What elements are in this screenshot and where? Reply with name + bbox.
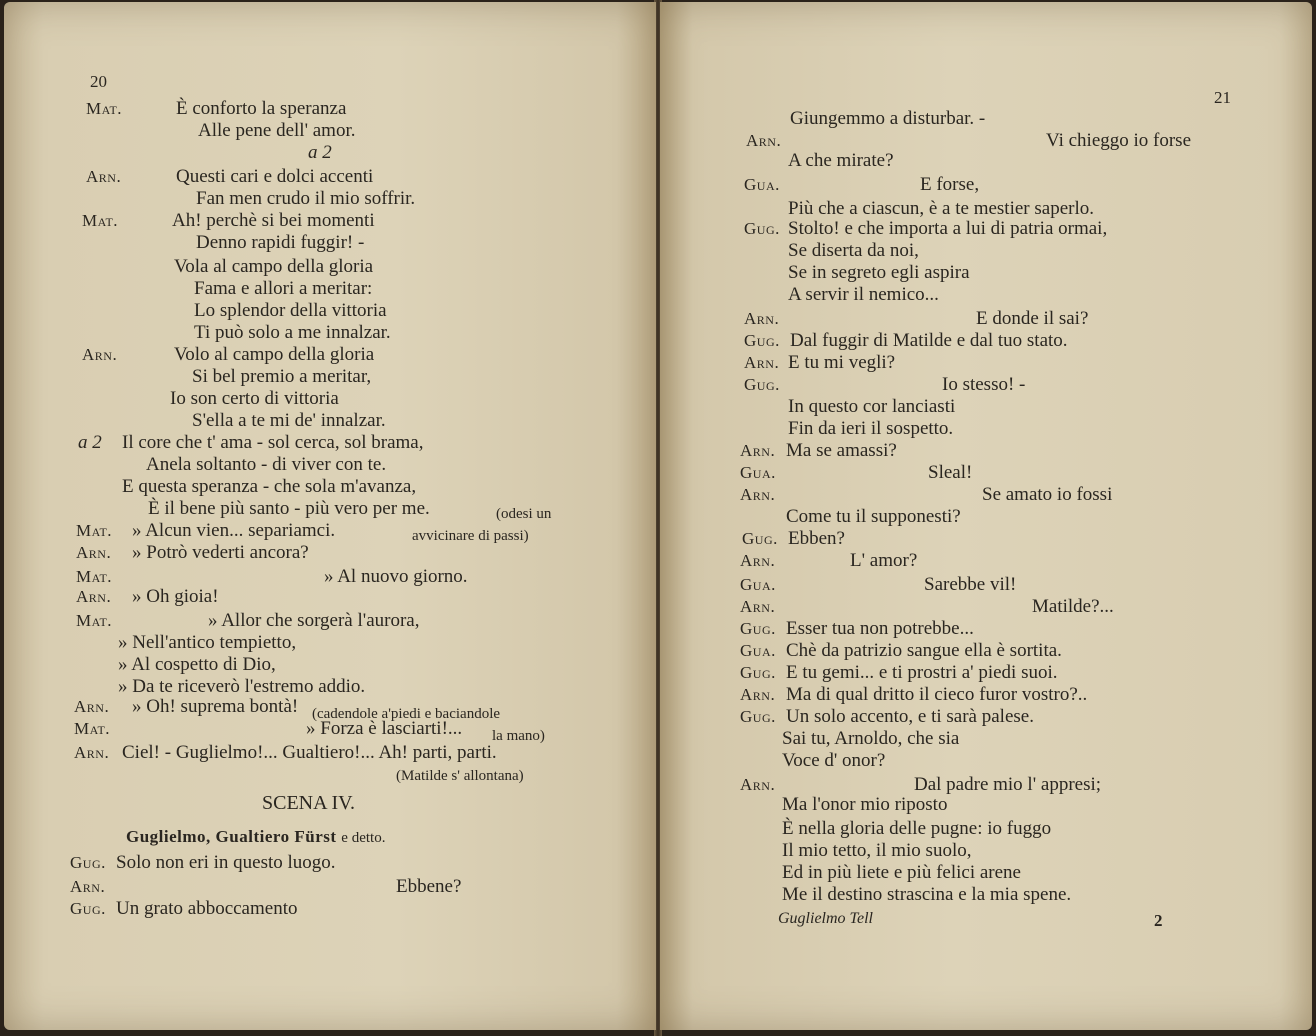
verse-line: » Da te riceverò l'estremo addio.	[118, 676, 366, 697]
scene-characters	[126, 826, 385, 849]
scene-characters-suffix: e detto.	[341, 830, 386, 846]
speaker-label: a 2	[78, 432, 102, 453]
verse-line: Dal fuggir di Matilde e dal tuo stato.	[790, 330, 1068, 351]
speaker-label: Arn.	[740, 685, 776, 704]
speaker-label: Arn.	[74, 743, 110, 762]
speaker-label: Arn.	[76, 587, 112, 606]
verse-line: Fin da ieri il sospetto.	[788, 418, 954, 439]
verse-line: Ciel! - Guglielmo!... Gualtiero!... Ah! parti, parti.	[122, 742, 497, 763]
speaker-label: Arn.	[746, 131, 782, 150]
stage-direction: la mano)	[492, 728, 545, 744]
stage-direction: avvicinare di passi)	[412, 528, 529, 544]
footer-title: Guglielmo Tell	[778, 910, 873, 927]
speaker-label: Mat.	[76, 567, 113, 586]
verse-line: » Nell'antico tempietto,	[118, 632, 297, 653]
verse-line: » Oh gioia!	[132, 586, 219, 607]
signature-mark: 2	[1154, 911, 1163, 930]
verse-line: » Al nuovo giorno.	[324, 566, 468, 587]
speaker-label: Gug.	[744, 375, 780, 394]
verse-line: L' amor?	[850, 550, 918, 571]
speaker-label: Arn.	[744, 309, 780, 328]
stage-direction: (odesi un	[496, 506, 552, 522]
speaker-label: Gug.	[70, 853, 106, 872]
verse-line: Dal padre mio l' appresi;	[914, 774, 1102, 795]
verse-line: Me il destino strascina e la mia spene.	[782, 884, 1072, 905]
verse-line: Alle pene dell' amor.	[198, 120, 356, 141]
verse-line: Anela soltanto - di viver con te.	[146, 454, 387, 475]
verse-line: Ebbene?	[396, 876, 462, 897]
verse-line: Il mio tetto, il mio suolo,	[782, 840, 972, 861]
verse-line: » Potrò vederti ancora?	[132, 542, 309, 563]
verse-line: Io stesso! -	[942, 374, 1026, 395]
speaker-label: Gua.	[740, 463, 776, 482]
verse-line: Ma se amassi?	[786, 440, 897, 461]
verse-line: Ed in più liete e più felici arene	[782, 862, 1021, 883]
verse-line: E tu gemi... e ti prostri a' piedi suoi.	[786, 662, 1058, 683]
verse-line: E questa speranza - che sola m'avanza,	[122, 476, 417, 497]
page-number-right: 21	[1214, 88, 1231, 107]
speaker-label: Mat.	[86, 99, 123, 118]
speaker-label: Arn.	[740, 441, 776, 460]
speaker-label: Gua.	[740, 575, 776, 594]
verse-line: Vi chieggo io forse	[1046, 130, 1192, 151]
verse-line: In questo cor lanciasti	[788, 396, 956, 417]
verse-line: Stolto! e che importa a lui di patria ormai,	[788, 218, 1108, 239]
verse-line: Solo non eri in questo luogo.	[116, 852, 336, 873]
speaker-label: Arn.	[740, 597, 776, 616]
speaker-label: Mat.	[82, 211, 119, 230]
verse-line: Fama e allori a meritar:	[194, 278, 373, 299]
verse-line: Lo splendor della vittoria	[194, 300, 387, 321]
speaker-label: Gug.	[742, 529, 778, 548]
verse-line: Sleal!	[928, 462, 973, 483]
verse-line: Come tu il supponesti?	[786, 506, 961, 527]
verse-line: » Allor che sorgerà l'aurora,	[208, 610, 420, 631]
verse-line: Esser tua non potrebbe...	[786, 618, 974, 639]
speaker-label: Gua.	[744, 175, 780, 194]
verse-line: A che mirate?	[788, 150, 894, 171]
speaker-label: Arn.	[82, 345, 118, 364]
verse-line: Chè da patrizio sangue ella è sortita.	[786, 640, 1062, 661]
verse-line: È il bene più santo - più vero per me.	[148, 498, 430, 519]
verse-line: Ma l'onor mio riposto	[782, 794, 948, 815]
verse-line: E donde il sai?	[976, 308, 1089, 329]
verse-line: Più che a ciascun, è a te mestier saperlo.	[788, 198, 1094, 219]
verse-line: Voce d' onor?	[782, 750, 886, 771]
verse-line: » Al cospetto di Dio,	[118, 654, 276, 675]
speaker-label: Arn.	[70, 877, 106, 896]
verse-line: Vola al campo della gloria	[174, 256, 374, 277]
verse-line: Un grato abboccamento	[116, 898, 298, 919]
verse-line: » Forza è lasciarti!...	[306, 718, 463, 739]
speaker-label: Arn.	[740, 551, 776, 570]
verse-line: Sarebbe vil!	[924, 574, 1017, 595]
verse-line: Ti può solo a me innalzar.	[194, 322, 391, 343]
verse-line: Denno rapidi fuggir! -	[196, 232, 365, 253]
verse-line: Volo al campo della gloria	[174, 344, 375, 365]
verse-line: Ebben?	[788, 528, 845, 549]
verse-line: Il core che t' ama - sol cerca, sol brama,	[122, 432, 424, 453]
speaker-label: Gug.	[740, 707, 776, 726]
speaker-label: Arn.	[740, 485, 776, 504]
speaker-label: Arn.	[76, 543, 112, 562]
verse-line: E forse,	[920, 174, 980, 195]
speaker-label: Gug.	[740, 663, 776, 682]
verse-line: S'ella a te mi de' innalzar.	[192, 410, 386, 431]
speaker-label: Mat.	[76, 521, 113, 540]
verse-line: Fan men crudo il mio soffrir.	[196, 188, 416, 209]
verse-line: Si bel premio a meritar,	[192, 366, 372, 387]
verse-line: » Alcun vien... separiamci.	[132, 520, 336, 541]
verse-line: Se amato io fossi	[982, 484, 1113, 505]
speaker-label: Mat.	[74, 719, 111, 738]
verse-line: Se diserta da noi,	[788, 240, 919, 261]
verse-line: Ma di qual dritto il cieco furor vostro?..	[786, 684, 1088, 705]
speaker-label: Arn.	[740, 775, 776, 794]
speaker-label: Gug.	[70, 899, 106, 918]
speaker-label: Arn.	[744, 353, 780, 372]
verse-line: Ah! perchè si bei momenti	[172, 210, 375, 231]
page-number-left: 20	[90, 72, 107, 91]
speaker-label: Mat.	[76, 611, 113, 630]
verse-line: Se in segreto egli aspira	[788, 262, 970, 283]
verse-line: Sai tu, Arnoldo, che sia	[782, 728, 960, 749]
verse-line: a 2	[308, 142, 332, 163]
verse-line: È nella gloria delle pugne: io fuggo	[782, 818, 1052, 839]
verse-line: A servir il nemico...	[788, 284, 939, 305]
verse-line: Io son certo di vittoria	[170, 388, 339, 409]
stage-direction: (Matilde s' allontana)	[396, 768, 524, 784]
verse-line: Matilde?...	[1032, 596, 1114, 617]
verse-line: Un solo accento, e ti sarà palese.	[786, 706, 1034, 727]
speaker-label: Gug.	[744, 219, 780, 238]
scene-characters-names: Guglielmo, Gualtiero Fürst	[126, 827, 337, 846]
speaker-label: Arn.	[74, 697, 110, 716]
scene-title: SCENA IV.	[262, 792, 355, 814]
verse-line: » Oh! suprema bontà!	[132, 696, 299, 717]
speaker-label: Gug.	[740, 619, 776, 638]
speaker-label: Gug.	[744, 331, 780, 350]
stage-direction: (cadendole a'piedi e baciandole	[312, 706, 501, 722]
verse-line: Questi cari e dolci accenti	[176, 166, 374, 187]
verse-line: Giungemmo a disturbar. -	[790, 108, 986, 129]
speaker-label: Gua.	[740, 641, 776, 660]
verse-line: È conforto la speranza	[176, 98, 347, 119]
verse-line: E tu mi vegli?	[788, 352, 896, 373]
speaker-label: Arn.	[86, 167, 122, 186]
